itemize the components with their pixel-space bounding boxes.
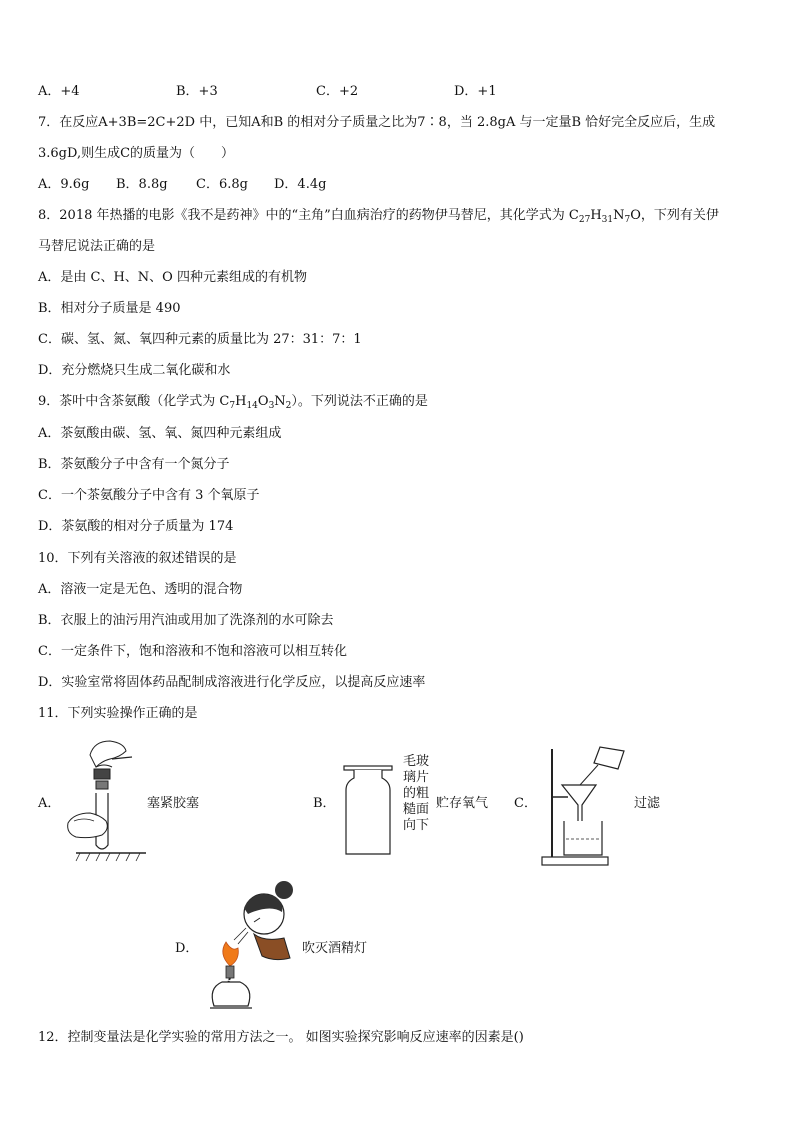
- q10-option-c: C．一定条件下，饱和溶液和不饱和溶液可以相互转化: [38, 644, 347, 659]
- q6-options: [38, 83, 497, 101]
- q9-formula-part: 2: [285, 401, 292, 411]
- q11-option-c-letter: C．: [514, 796, 537, 811]
- insert-stopper-illustration: [60, 737, 152, 865]
- q11-option-b-text: 贮存氧气: [436, 796, 489, 811]
- q9-stem-text: 9．茶叶中含茶氨酸（化学式为 C: [38, 394, 230, 409]
- q7-option-d: D．4.4g: [274, 177, 327, 192]
- q8-stem-line1: [38, 207, 719, 225]
- gas-jar-illustration: [340, 762, 396, 858]
- q9-formula-part: N: [274, 394, 286, 409]
- q12-stem: 12．控制变量法是化学实验的常用方法之一。 如图实验探究影响反应速率的因素是(): [38, 1030, 524, 1045]
- q9-formula-part: O: [257, 394, 269, 409]
- q8-option-d: D．充分燃烧只生成二氧化碳和水: [38, 363, 231, 378]
- q9-formula-part: H: [235, 394, 247, 409]
- q11-option-d-text: 吹灭酒精灯: [302, 941, 368, 956]
- q11-option-a-text: 塞紧胶塞: [147, 796, 200, 811]
- q8-formula-part: 31: [601, 215, 614, 225]
- q10-stem: 10．下列有关溶液的叙述错误的是: [38, 551, 237, 566]
- q6-option-d: D．+1: [454, 84, 497, 99]
- q8-formula-part: 7: [624, 215, 631, 225]
- blow-out-lamp-illustration: [204, 878, 304, 1018]
- q9-stem: [38, 393, 428, 411]
- q11-option-d-letter: D．: [175, 941, 199, 956]
- q7-option-a: A．9.6g: [38, 177, 90, 192]
- q9-option-d: D．茶氨酸的相对分子质量为 174: [38, 519, 234, 534]
- filtration-illustration: [538, 745, 630, 869]
- q11-option-c-text: 过滤: [634, 796, 661, 811]
- q7-stem-line2: 3.6gD,则生成C的质量为（ ）: [38, 146, 235, 161]
- q6-option-a: A．+4: [38, 84, 80, 99]
- q8-option-a: A．是由 C、H、N、O 四种元素组成的有机物: [38, 270, 307, 285]
- q7-option-c: C．6.8g: [196, 177, 248, 192]
- q7-stem-line1: 7．在反应A+3B=2C+2D 中，已知A和B 的相对分子质量之比为7∶8，当 2.8gA 与一定量B 恰好完全反应后，生成: [38, 115, 716, 130]
- q6-option-b: B．+3: [176, 84, 218, 99]
- q11-option-a-letter: A．: [38, 796, 61, 811]
- q8-stem-text-tail: O，下列有关伊: [630, 208, 719, 223]
- q8-formula-part: N: [613, 208, 625, 223]
- q11-stem: 11．下列实验操作正确的是: [38, 706, 198, 721]
- q8-formula-part: 27: [578, 215, 591, 225]
- q10-option-d: D．实验室常将固体药品配制成溶液进行化学反应，以提高反应速率: [38, 675, 426, 690]
- q9-option-c: C．一个茶氨酸分子中含有 3 个氧原子: [38, 488, 260, 503]
- q9-formula-part: 14: [246, 401, 258, 411]
- q8-option-b: B．相对分子质量是 490: [38, 301, 181, 316]
- q10-option-b: B．衣服上的油污用汽油或用加了洗涤剂的水可除去: [38, 613, 334, 628]
- q6-option-c: C．+2: [316, 84, 359, 99]
- q8-stem-line2: 马替尼说法正确的是: [38, 239, 156, 254]
- q9-option-a: A．茶氨酸由碳、氢、氧、氮四种元素组成: [38, 426, 282, 441]
- q8-stem-text: 8．2018 年热播的电影《我不是药神》中的“主角”白血病治疗的药物伊马替尼，其化学式为 C: [38, 208, 579, 223]
- q9-option-b: B．茶氨酸分子中含有一个氮分子: [38, 457, 230, 472]
- q8-formula-part: H: [590, 208, 602, 223]
- q10-option-a: A．溶液一定是无色、透明的混合物: [38, 582, 243, 597]
- q9-formula-part: 3: [268, 401, 275, 411]
- q7-option-b: B．8.8g: [116, 177, 168, 192]
- q11-option-b-letter: B．: [313, 796, 336, 811]
- q9-formula-part: 7: [229, 401, 236, 411]
- q9-stem-text-tail: ）。下列说法不正确的是: [291, 394, 428, 409]
- q7-options: [38, 176, 326, 194]
- q11-option-b-side-note: 毛玻璃片的粗糙面向下: [403, 754, 430, 833]
- q8-option-c: C．碳、氢、氮、氧四种元素的质量比为 27：31：7：1: [38, 332, 362, 347]
